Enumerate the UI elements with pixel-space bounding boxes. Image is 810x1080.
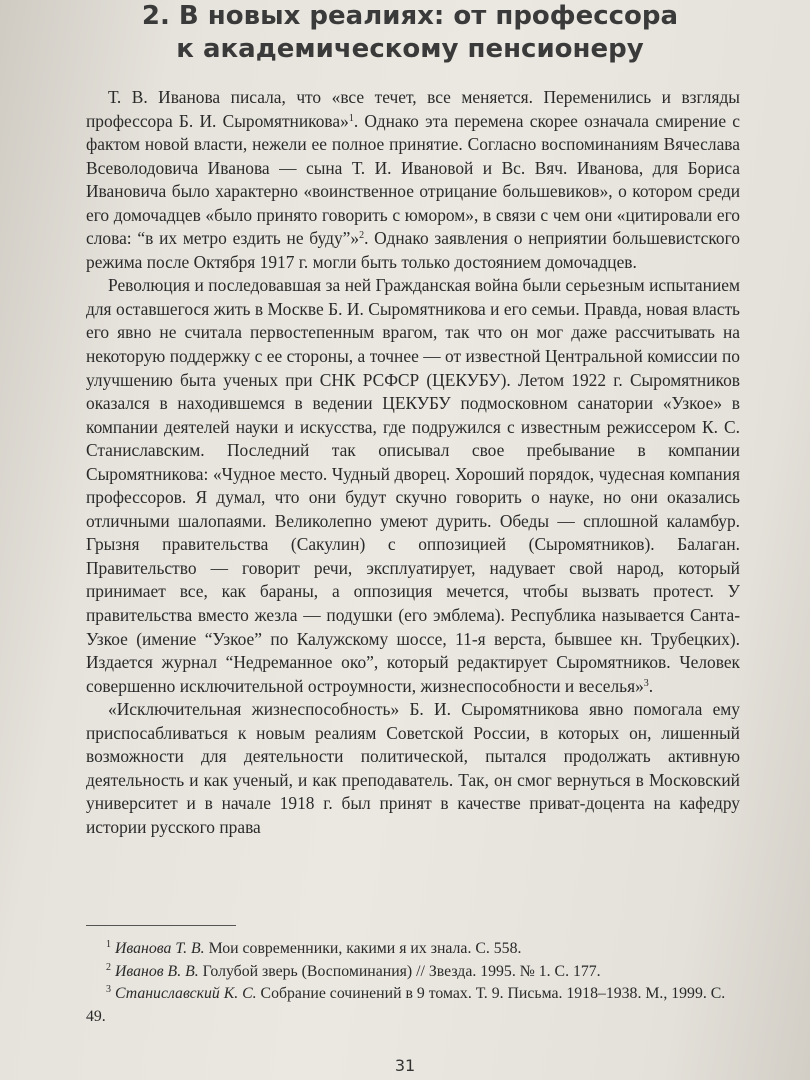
footnote-text: Голубой зверь (Воспоминания) // Звезда. 1995. № 1. С. 177. [198, 962, 601, 980]
paragraph-2 [86, 274, 740, 698]
footnote-ref-3: 3 [643, 677, 649, 689]
footnote-1 [86, 938, 748, 961]
footnote-separator [86, 925, 236, 926]
body-text [86, 86, 740, 840]
footnote-author: Иванов В. В. [114, 962, 199, 980]
section-heading-line-1: 2. В новых реалиях: от профессора [141, 1, 679, 31]
footnote-ref-2: 2 [359, 230, 365, 242]
paragraph-text: . Однако эта перемена скорее означала смирение с фактом новой власти, нежели ее полное принятие. Согласно воспоминаниям Вячеслава Всеволодовича Иванова — сына Т. И. Ивановой и Вс. Вяч. Иванова, для Бориса Ивановича было характерно «воинственное отрицание большевиков», о котором среди его домочадцев «было принято говорить с юмором», в связи с чем они «цитировали его слова: “в их метро ездить не буду”» [86, 110, 740, 249]
section-heading-line-2: к академическому пенсионеру [176, 34, 644, 64]
footnote-text: Мои современники, какими я их знала. С. 558. [204, 940, 522, 957]
paragraph-text: . Однако заявления о неприятии большевистского режима после Октября 1917 г. могли быть только достоянием домочадцев. [86, 228, 741, 272]
footnote-number: 1 [106, 939, 111, 950]
page-number: 31 [394, 1056, 416, 1075]
footnote-text: Собрание сочинений в 9 томах. Т. 9. Письма. 1918–1938. М., 1999. С. 49. [86, 985, 726, 1025]
paragraph-text: Т. В. Иванова писала, что «все течет, все меняется. Переменились и взгляды профессора Б. И. Сыромятникова» [86, 87, 740, 131]
footnote-author: Иванова Т. В. [114, 940, 205, 957]
paragraph-text: «Исключительная жизнеспособность» Б. И. Сыромятникова явно помогала ему приспосабливаться к новым реалиям Советской России, в которых он, лишенный возможности для деятельности политической, пытался продолжать активную деятельность и как ученый, и как преподаватель. Так, он смог вернуться в Московский университет и в начале 1918 г. был принят в качестве приват-доцента на кафедру истории русского права [86, 699, 740, 837]
section-heading [60, 0, 760, 66]
paragraph-text: Революция и последовавшая за ней Гражданская война были серьезным испытанием для оставшегося жить в Москве Б. И. Сыромятникова и его семьи. Правда, новая власть его явно не считала первостепенным врагом, так что он мог даже рассчитывать на некоторую поддержку с ее стороны, а точнее — от известной Центральной комиссии по улучшению быта ученых при СНК РСФСР (ЦЕКУБУ). Летом 1922 г. Сыромятников оказался в находившемся в ведении ЦЕКУБУ подмосковном санатории «Узкое» в компании деятелей науки и искусства, где подружился с известным режиссером К. С. Станиславским. Последний так описывал свое пребывание в компании Сыромятникова: «Чудное место. Чудный дворец. Хороший порядок, чудесная компания профессоров. Я думал, что они будут скучно говорить о науке, но они оказались отличными шалопаями. Великолепно умеют дурить. Обеды — сплошной каламбур. Грызня правительства (Сакулин) с оппозицией (Сыромятников). Балаган. Правительство — говорит речи, эксплуатирует, надувает свой народ, который принимает все, как бараны, а оппозиция мечется, чтобы вызвать протест. У правительства вместо жезла — подушки (его эмблема). Республика называется Санта-Узкое (имение “Узкое” по Калужскому шоссе, 11-я верста, бывшее кн. Трубецких). Издается журнал “Недреманное око”, который редактирует Сыромятников. Человек совершенно исключительной остроумности, жизнеспособности и веселья» [86, 275, 740, 696]
footnote-2 [86, 961, 748, 984]
footnote-author: Станиславский К. С. [114, 985, 257, 1002]
footnote-number: 2 [106, 961, 111, 973]
footnote-3 [86, 983, 748, 1028]
footnotes [86, 938, 748, 1028]
footnote-ref-1: 1 [348, 112, 354, 124]
paragraph-3 [86, 698, 740, 839]
paragraph-text: . [648, 675, 654, 696]
paragraph-1 [86, 86, 740, 274]
footnote-number: 3 [106, 984, 111, 995]
